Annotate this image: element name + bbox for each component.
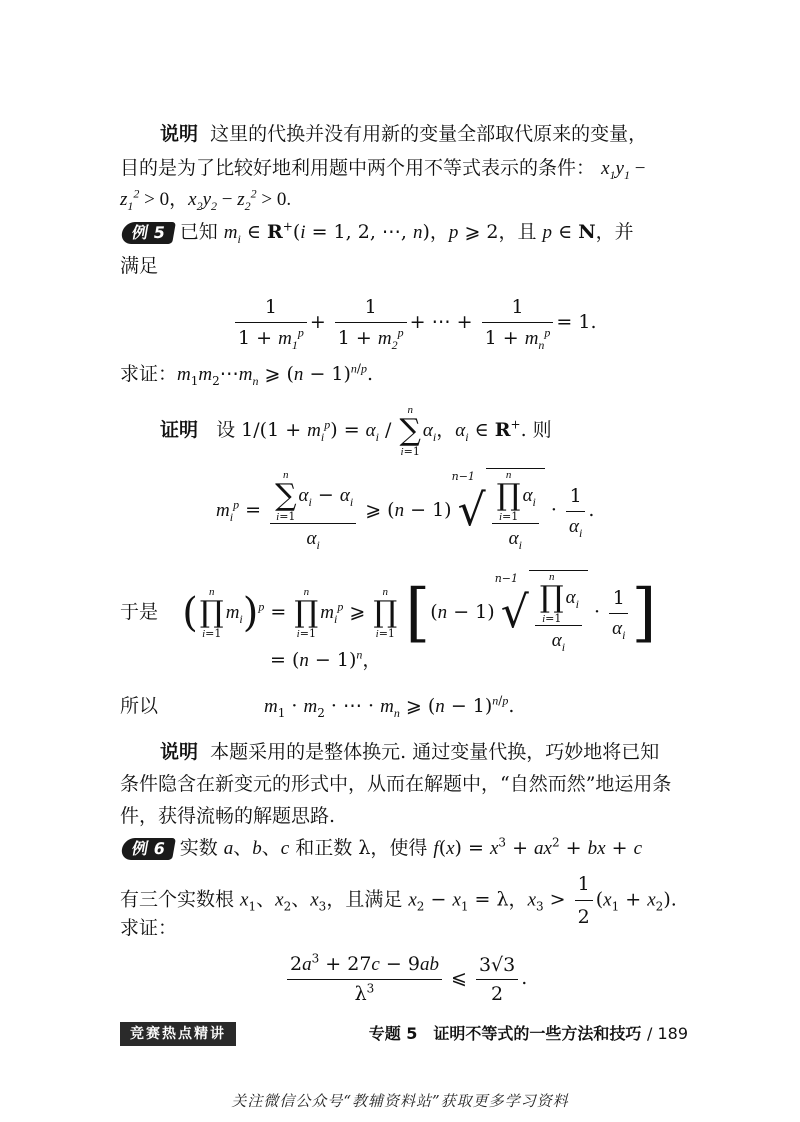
page-number: / 189 [646,1024,688,1043]
bottom-watermark-note: 关注微信公众号“教辅资料站”获取更多学习资料 [231,1092,569,1110]
example6-inequality: $\frac{2a^3 + 27c - 9ab}{\lambda^3}$ ⩽ $\frac{3√3}{2}$ . [284,950,527,1008]
footer-topic: 专题 5 证明不等式的一些方法和技巧 / 189 [368,1024,688,1043]
example5-statement2: 满足 [120,255,159,277]
example5-statement: 例 5 已知 $m_i$ ∈ R+(i = 1, 2, ⋯, n)，p ⩾ 2，且 p ∈ N，并 [122,218,634,247]
note2-label: 说明 [160,741,199,763]
example6-prove: 求证： [120,917,178,939]
example5-condition-equation: $\frac{1}{1 + m_1^p}$ + $\frac{1}{1 + m_2^p}$ + ⋯ + $\frac{1}{1 + m_n^p}$ = 1. [232,292,597,354]
example6-line2: 有三个实数根 $x_1$、$x_2$、$x_3$，且满足 $x_2 - x_1 = \lambda$，$x_3$ > $\frac{1}{2}$ $(x_1 + x_2)$. [120,868,677,933]
example5-therefore-line: 于是 ( n ∏ i=1 $m_i)^p$ = n ∏ i=1 $m_i^p$ ⩾ n ∏ i=1 [(n − 1) n−1 √ n ∏ i=1 $\alpha_i$ $\alpha_i$ · $\frac{1}{\alpha_i}$ ] [120,570,656,656]
note2-line3: 件，获得流畅的解题思路. [120,805,336,827]
note1-label: 说明 [160,123,199,145]
footer-section-tag: 竞赛热点精讲 [120,1022,236,1046]
note1-line2: 目的是为了比较好地利用题中两个用不等式表示的条件： $x_1y_1$ − [120,157,646,182]
example5-conclusion-line: 所以 [120,695,159,717]
example5-conclusion: $m_1 \cdot m_2$ · ⋯ · $m_n$ ⩾ $(n - 1)^{n/p}$. [264,693,515,720]
example6-line1: 例 6 实数 a、b、c 和正数 λ，使得 $f(x) = x^3 + ax^2$ + bx + c [122,834,642,863]
proof-label: 证明 [160,419,199,441]
note1-condition: $x_1y_1$ − [601,158,646,182]
note1-line3: $z_1^2 > 0$，$x_2y_2 - z_2^2 > 0$. [120,186,292,213]
example5-result-line: = $(n - 1)^n$， [270,647,382,671]
example5-proof-line: 证明 设 $1/(1 + m_i^p) = \alpha_i$ / n ∑ i=1 $\alpha_i$，$\alpha_i$ ∈ R+. 则 [160,404,552,458]
example5-prove: 求证：$m_1m_2\cdots m_n$ ⩾ $(n - 1)^{n/p}$. [120,361,374,388]
example5-equation-mip: $m_i^p$ = n ∑ i=1 $\alpha_i - \alpha_i$ $\alpha_i$ ⩾ (n − 1) n−1 √ n ∏ i=1 $\alpha_i$ $\alpha_i$ · $\frac{1}{\alpha_i}$ . [216,468,594,554]
note2-line2: 条件隐含在新变元的形式中，从而在解题中，“自然而然”地运用条 [120,773,672,795]
note2-line1: 说明 本题采用的是整体换元. 通过变量代换，巧妙地将已知 [160,741,660,763]
example5-badge: 例 5 [120,222,176,244]
note1-line1: 说明 这里的代换并没有用新的变量全部取代原来的变量， [160,123,648,145]
example6-badge: 例 6 [120,838,176,860]
